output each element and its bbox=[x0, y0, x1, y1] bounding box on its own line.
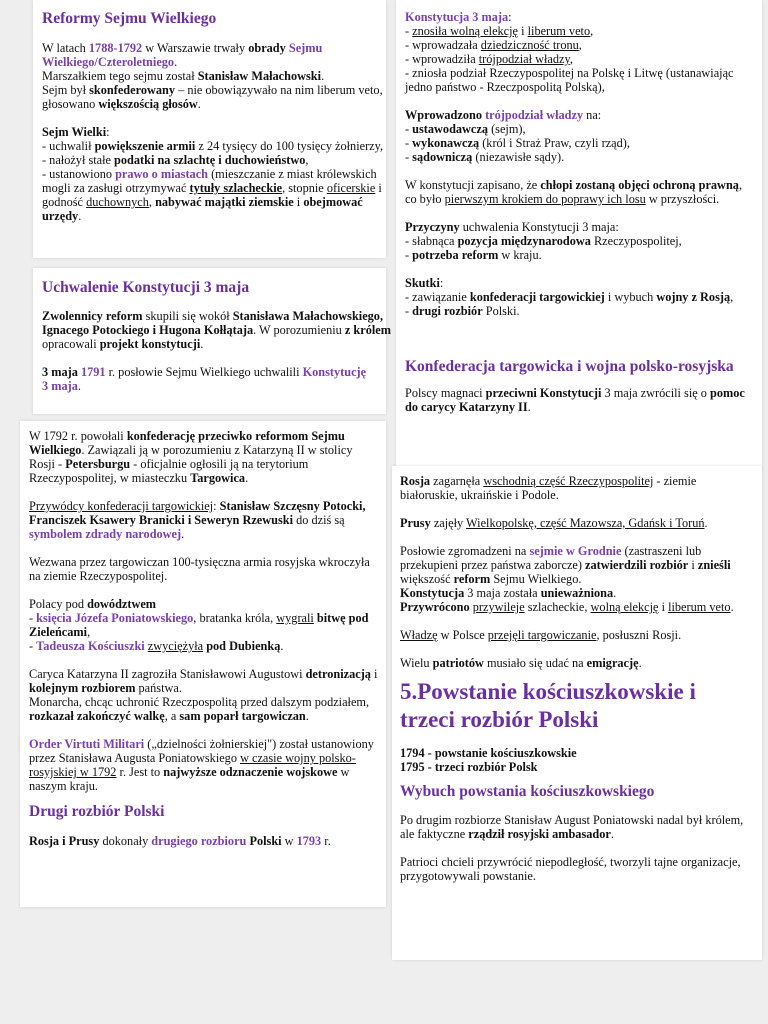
text-run: symbolem zdrady narodowej bbox=[29, 527, 182, 541]
text-run: opracowali bbox=[42, 337, 100, 351]
text-run: - ziemie białoruskie, ukraińskie i Podole. bbox=[400, 474, 697, 502]
text-run: . bbox=[321, 69, 325, 83]
text-run: w Warszawie trwały bbox=[142, 41, 249, 55]
text-run: Wielkopolskę, część Mazowsza, Gdańsk i Toruń bbox=[466, 516, 705, 530]
section-title: Uchwalenie Konstytucji 3 maja bbox=[42, 279, 250, 296]
text-run: / bbox=[94, 55, 98, 69]
text-run: skupili się wokół bbox=[142, 309, 233, 323]
text-run: r. posłowie Sejmu Wielkiego uchwalili bbox=[105, 365, 303, 379]
text-run: przeciwni Konstytucji bbox=[485, 386, 602, 400]
text-run: Polski. bbox=[482, 304, 520, 318]
text-run: państwa. bbox=[135, 681, 182, 695]
text-run: trójpodział władzy bbox=[485, 108, 584, 122]
text-run: wykonawczą bbox=[412, 136, 480, 150]
text-run: (sejm), bbox=[488, 122, 526, 136]
text-run: Stanisław Szczęsny Potocki, Franciszek Ksawery Branicki i Seweryn Rzewuski bbox=[29, 499, 366, 527]
paragraph bbox=[400, 855, 752, 883]
section-title: Drugi rozbiór Polski bbox=[29, 803, 165, 820]
chapter-title: 5.Powstanie kościuszkowskie i trzeci rozbiór Polski bbox=[400, 679, 696, 732]
text-run: 3 maja została bbox=[464, 586, 541, 600]
section-title: Konfederacja targowicka i wojna polsko-rosyjska bbox=[405, 358, 734, 375]
text-run: . bbox=[78, 209, 82, 223]
section-title: Wybuch powstania kościuszkowskiego bbox=[400, 783, 655, 800]
text-run: r. bbox=[321, 834, 331, 848]
text-run: Sejm Wielki bbox=[42, 125, 107, 139]
text-run: przejęli targowiczanie bbox=[487, 628, 597, 642]
text-run: Czteroletniego bbox=[97, 55, 175, 69]
paragraph bbox=[405, 386, 750, 414]
text-run: Polacy pod bbox=[29, 597, 88, 611]
text-run: Sejmu Wielkiego. bbox=[490, 572, 582, 586]
text-run: - nałożył stałe bbox=[42, 153, 115, 167]
text-run: , stopnie bbox=[282, 181, 327, 195]
text-run: nabywać majątki ziemskie bbox=[155, 195, 294, 209]
paragraph bbox=[29, 834, 379, 848]
text-run: w kraju. bbox=[498, 248, 542, 262]
paragraph bbox=[29, 667, 379, 723]
text-run: . bbox=[610, 827, 614, 841]
text-run: Monarcha, chcąc uchronić Rzeczpospolitą przed dalszym podziałem, bbox=[29, 695, 370, 709]
text-run: , posłuszni Rosji. bbox=[596, 628, 682, 642]
text-run: , co było bbox=[405, 178, 743, 206]
paragraph bbox=[42, 365, 372, 393]
text-run: , bbox=[305, 153, 309, 167]
text-run: Polscy magnaci bbox=[405, 386, 486, 400]
text-run: w czasie wojny polsko-rosyjskiej w 1792 bbox=[29, 751, 356, 779]
text-run: chłopi zostaną objęci ochroną prawną bbox=[540, 178, 739, 192]
text-run: powiększenie armii bbox=[94, 139, 196, 153]
text-run: 1793 bbox=[296, 834, 322, 848]
text-run: , bbox=[87, 625, 91, 639]
paragraph bbox=[42, 125, 387, 223]
paragraph bbox=[400, 628, 752, 642]
text-run: sam poparł targowiczan bbox=[179, 709, 306, 723]
text-run: oficerskie bbox=[326, 181, 376, 195]
card-powstanie-kosciuszkowskie bbox=[392, 466, 762, 960]
text-run: , bbox=[730, 290, 734, 304]
text-run: wojny z Rosją bbox=[656, 290, 731, 304]
text-run: Rosja bbox=[400, 474, 431, 488]
text-run: i bbox=[293, 195, 304, 209]
text-run: - bbox=[29, 611, 37, 625]
section-title: Reformy Sejmu Wielkiego bbox=[42, 10, 217, 27]
paragraph bbox=[405, 276, 750, 318]
text-run: . bbox=[280, 639, 284, 653]
text-run: . bbox=[730, 600, 734, 614]
text-run: Konstytucja 3 maja bbox=[405, 10, 509, 24]
card-konstytucja-szczegoly bbox=[396, 0, 762, 472]
paragraph bbox=[29, 499, 379, 541]
paragraph bbox=[405, 178, 750, 206]
text-run: Konstytucja bbox=[400, 586, 465, 600]
text-run: . bbox=[174, 55, 178, 69]
text-run: z 24 tysięcy do 100 tysięcy żołnierzy, bbox=[195, 139, 384, 153]
text-run: reform bbox=[453, 572, 491, 586]
text-run: skonfederowany bbox=[89, 83, 176, 97]
text-run: . bbox=[305, 709, 309, 723]
text-run: Prusy bbox=[400, 516, 431, 530]
text-run: Przywódcy konfederacji targowickiej bbox=[29, 499, 214, 513]
text-run: . Zawiązali ją w porozumieniu z Katarzyną II w stolicy Rosji - bbox=[29, 443, 353, 471]
paragraph bbox=[405, 108, 750, 164]
text-run: (niezawisłe sądy). bbox=[472, 150, 565, 164]
text-run: dokonały bbox=[99, 834, 152, 848]
text-run: („dzielności żołnierskiej") został ustanowiony przez Stanisława Augusta Poniatowskiego bbox=[29, 737, 374, 765]
text-run: - bbox=[405, 122, 413, 136]
text-run: obrady bbox=[248, 41, 286, 55]
text-run: 1791 bbox=[80, 365, 106, 379]
text-run: zwyciężyła bbox=[147, 639, 204, 653]
text-run: musiało się udać na bbox=[483, 656, 587, 670]
card-uchwalenie-konstytucji bbox=[33, 268, 391, 414]
text-run: - bbox=[29, 639, 37, 653]
text-run: 1788-1792 bbox=[88, 41, 143, 55]
text-run: Władzę bbox=[400, 628, 438, 642]
text-run: Targowica bbox=[190, 471, 246, 485]
text-run: . bbox=[197, 97, 201, 111]
text-run: konfederacji targowickiej bbox=[469, 290, 605, 304]
text-run: liberum veto bbox=[668, 600, 731, 614]
text-run: zatwierdzili rozbiór bbox=[585, 558, 689, 572]
text-run: : bbox=[213, 499, 220, 513]
paragraph bbox=[400, 544, 752, 614]
text-run: . bbox=[77, 379, 81, 393]
text-run: Wezwana przez targowiczan 100-tysięczna armia rosyjska wkroczyła na ziemie Rzeczypospolitej. bbox=[29, 555, 370, 583]
text-run: 1794 - powstanie kościuszkowskie bbox=[400, 746, 577, 760]
text-run: liberum veto bbox=[527, 24, 591, 38]
paragraph bbox=[29, 555, 379, 583]
text-run: projekt konstytucji bbox=[99, 337, 201, 351]
text-run: większością głosów bbox=[98, 97, 198, 111]
text-run: Skutki bbox=[405, 276, 440, 290]
text-run: bitwę pod Zieleńcami bbox=[29, 611, 369, 639]
text-run: zagarnęła bbox=[430, 474, 484, 488]
text-run: w naszym kraju. bbox=[29, 765, 350, 793]
paragraph bbox=[29, 737, 379, 793]
text-run: Stanisław Małachowski bbox=[197, 69, 322, 83]
text-run: tytuły szlacheckie bbox=[189, 181, 283, 195]
text-run: Przyczyny bbox=[405, 220, 460, 234]
text-run: sądowniczą bbox=[412, 150, 473, 164]
text-run: . W porozumieniu bbox=[253, 323, 345, 337]
text-run: Posłowie zgromadzeni na bbox=[400, 544, 530, 558]
text-run: trójpodział władzy bbox=[478, 52, 570, 66]
text-run: . bbox=[181, 527, 185, 541]
text-run: Rzeczypospolitej, bbox=[590, 234, 682, 248]
text-run: . bbox=[200, 337, 204, 351]
text-run: najwyższe odznaczenie wojskowe bbox=[163, 765, 338, 779]
text-run: kolejnym rozbiorem bbox=[29, 681, 136, 695]
card-targowica-drugi-rozbior bbox=[20, 421, 386, 907]
text-run: 3 maja zwrócili się o bbox=[601, 386, 710, 400]
text-run: ustawodawczą bbox=[412, 122, 489, 136]
text-run: : bbox=[106, 125, 110, 139]
text-run: (król i Straż Praw, czyli rząd), bbox=[479, 136, 630, 150]
text-run: W 1792 r. powołali bbox=[29, 429, 127, 443]
text-run: w Polsce bbox=[437, 628, 488, 642]
text-run: , bbox=[148, 195, 156, 209]
text-run: Sejm był bbox=[42, 83, 90, 97]
paragraph bbox=[400, 474, 752, 502]
text-run: Marszałkiem tego sejmu został bbox=[42, 69, 198, 83]
text-run: - słabnąca bbox=[405, 234, 458, 248]
text-run: prawo o miastach bbox=[115, 167, 208, 181]
text-run: - wprowadzała bbox=[405, 38, 481, 52]
text-run: sejmie w Grodnie bbox=[529, 544, 622, 558]
text-run: Wielu bbox=[400, 656, 433, 670]
text-run: unieważniona bbox=[540, 586, 614, 600]
card-reformy-sejmu bbox=[33, 0, 386, 258]
text-run: : bbox=[439, 276, 444, 290]
text-run: potrzeba reform bbox=[412, 248, 499, 262]
text-run: : bbox=[508, 10, 512, 24]
text-run: - zawiązanie bbox=[405, 290, 470, 304]
text-run: 1795 - trzeci rozbiór Polsk bbox=[400, 760, 538, 774]
text-run: Caryca Katarzyna II zagroziła Stanisławowi Augustowi bbox=[29, 667, 306, 681]
text-run: Patrioci chcieli przywrócić niepodległość, tworzyli tajne organizacje, przygotowywali powstanie. bbox=[400, 855, 741, 883]
paragraph bbox=[400, 656, 752, 670]
text-run: , bbox=[569, 52, 573, 66]
text-run: wolną elekcję bbox=[590, 600, 659, 614]
text-run: Zwolennicy reform bbox=[42, 309, 143, 323]
text-run: Stanisława Małachowskiego, Ignacego Potockiego i Hugona Kołłątaja bbox=[42, 309, 384, 337]
paragraph bbox=[29, 597, 379, 653]
text-run: Przywrócono bbox=[400, 600, 470, 614]
text-run: pierwszym krokiem do poprawy ich losu bbox=[444, 192, 646, 206]
text-run: – nie obowiązywało na nim liberum veto, głosowano bbox=[42, 83, 383, 111]
paragraph bbox=[400, 746, 752, 774]
text-run: , bratanka króla, bbox=[193, 611, 277, 625]
text-run: szlacheckie, bbox=[524, 600, 591, 614]
text-run: . bbox=[527, 400, 531, 414]
text-run: dowództwem bbox=[87, 597, 157, 611]
text-run: detronizacją bbox=[305, 667, 371, 681]
text-run: w przyszłości. bbox=[645, 192, 720, 206]
paragraph bbox=[400, 516, 752, 530]
text-run: - wprowadziła bbox=[405, 52, 479, 66]
text-run: (mieszczanie z miast królewskich mogli za zasługi otrzymywać bbox=[42, 167, 377, 195]
text-run: Po drugim rozbiorze Stanisław August Poniatowski nadal był królem, ale faktyczne bbox=[400, 813, 744, 841]
text-run: - uchwalił bbox=[42, 139, 95, 153]
text-run: Konstytucję 3 maja bbox=[42, 365, 367, 393]
text-run: W konstytucji zapisano, że bbox=[405, 178, 541, 192]
text-run: i bbox=[518, 24, 528, 38]
text-run: drugi rozbiór bbox=[412, 304, 483, 318]
text-run: na: bbox=[583, 108, 602, 122]
text-run: drugiego rozbioru bbox=[151, 834, 247, 848]
text-run: . bbox=[638, 656, 642, 670]
text-run: duchownych bbox=[86, 195, 149, 209]
text-run: uchwalenia Konstytucji 3 maja: bbox=[459, 220, 619, 234]
text-run: księcia Józefa Poniatowskiego bbox=[36, 611, 194, 625]
paragraph bbox=[405, 10, 750, 94]
text-run: podatki na szlachtę i duchowieństwo bbox=[114, 153, 306, 167]
paragraph bbox=[29, 429, 379, 485]
text-run: Tadeusza Kościuszki bbox=[36, 639, 145, 653]
paragraph bbox=[400, 813, 752, 841]
text-run: i bbox=[370, 667, 378, 681]
text-run: . bbox=[613, 586, 617, 600]
text-run: pozycja międzynarodowa bbox=[457, 234, 591, 248]
text-run: - bbox=[405, 24, 413, 38]
text-run: (zastraszeni lub przekupieni przez państwa zaborcze) bbox=[400, 544, 702, 572]
text-run: - bbox=[405, 304, 413, 318]
text-run: wygrali bbox=[276, 611, 314, 625]
text-run: , a bbox=[164, 709, 180, 723]
text-run: , bbox=[590, 24, 594, 38]
text-run: i godność bbox=[42, 181, 382, 209]
text-run: i wybuch bbox=[604, 290, 657, 304]
text-run: - zniosła podział Rzeczypospolitej na Polskę i Litwę (ustanawiając jedno państwo - Rzeczpospolitą Polską), bbox=[405, 66, 734, 94]
text-run: Rosja i Prusy bbox=[29, 834, 100, 848]
text-run: pod Dubienką bbox=[206, 639, 281, 653]
text-run: rozkazał zakończyć walkę bbox=[29, 709, 165, 723]
text-run: - ustanowiono bbox=[42, 167, 116, 181]
text-run: i bbox=[658, 600, 669, 614]
text-run: i bbox=[688, 558, 698, 572]
text-run: Petersburgu bbox=[65, 457, 131, 471]
text-run: znieśli bbox=[697, 558, 731, 572]
text-run: - bbox=[405, 248, 413, 262]
text-run: 3 maja bbox=[42, 365, 78, 379]
text-run: r. Jest to bbox=[116, 765, 164, 779]
text-run: , bbox=[578, 38, 582, 52]
text-run: do dziś są bbox=[293, 513, 345, 527]
text-run: pomoc do carycy Katarzyny II bbox=[405, 386, 745, 414]
text-run: przywileje bbox=[472, 600, 525, 614]
text-run: Polski bbox=[249, 834, 282, 848]
paragraph bbox=[42, 309, 397, 351]
text-run: zajęły bbox=[430, 516, 467, 530]
text-run: większość bbox=[400, 572, 454, 586]
paragraph bbox=[405, 220, 750, 262]
text-run: - bbox=[405, 136, 413, 150]
text-run: obejmować urzędy bbox=[42, 195, 363, 223]
text-run: konfederację przeciwko reformom Sejmu Wielkiego bbox=[29, 429, 345, 457]
text-run: Wprowadzono bbox=[405, 108, 482, 122]
text-run: . bbox=[245, 471, 249, 485]
text-run: patriotów bbox=[432, 656, 484, 670]
text-run: Order Virtuti Militari bbox=[29, 737, 145, 751]
text-run: w bbox=[281, 834, 297, 848]
text-run: - oficjalnie ogłosili ją na terytorium Rzeczypospolitej, w miasteczku bbox=[29, 457, 309, 485]
text-run: rządził rosyjski ambasador bbox=[468, 827, 611, 841]
text-run: . bbox=[704, 516, 708, 530]
text-run: wschodnią część Rzeczypospolitej bbox=[483, 474, 654, 488]
text-run: z królem bbox=[344, 323, 391, 337]
text-run: W latach bbox=[42, 41, 89, 55]
paragraph bbox=[42, 41, 402, 111]
text-run: Sejmu Wielkiego bbox=[42, 41, 323, 69]
text-run: dziedziczność tronu bbox=[480, 38, 579, 52]
text-run: znosiła wolną elekcję bbox=[412, 24, 519, 38]
text-run: emigrację bbox=[586, 656, 639, 670]
text-run: - bbox=[405, 150, 413, 164]
